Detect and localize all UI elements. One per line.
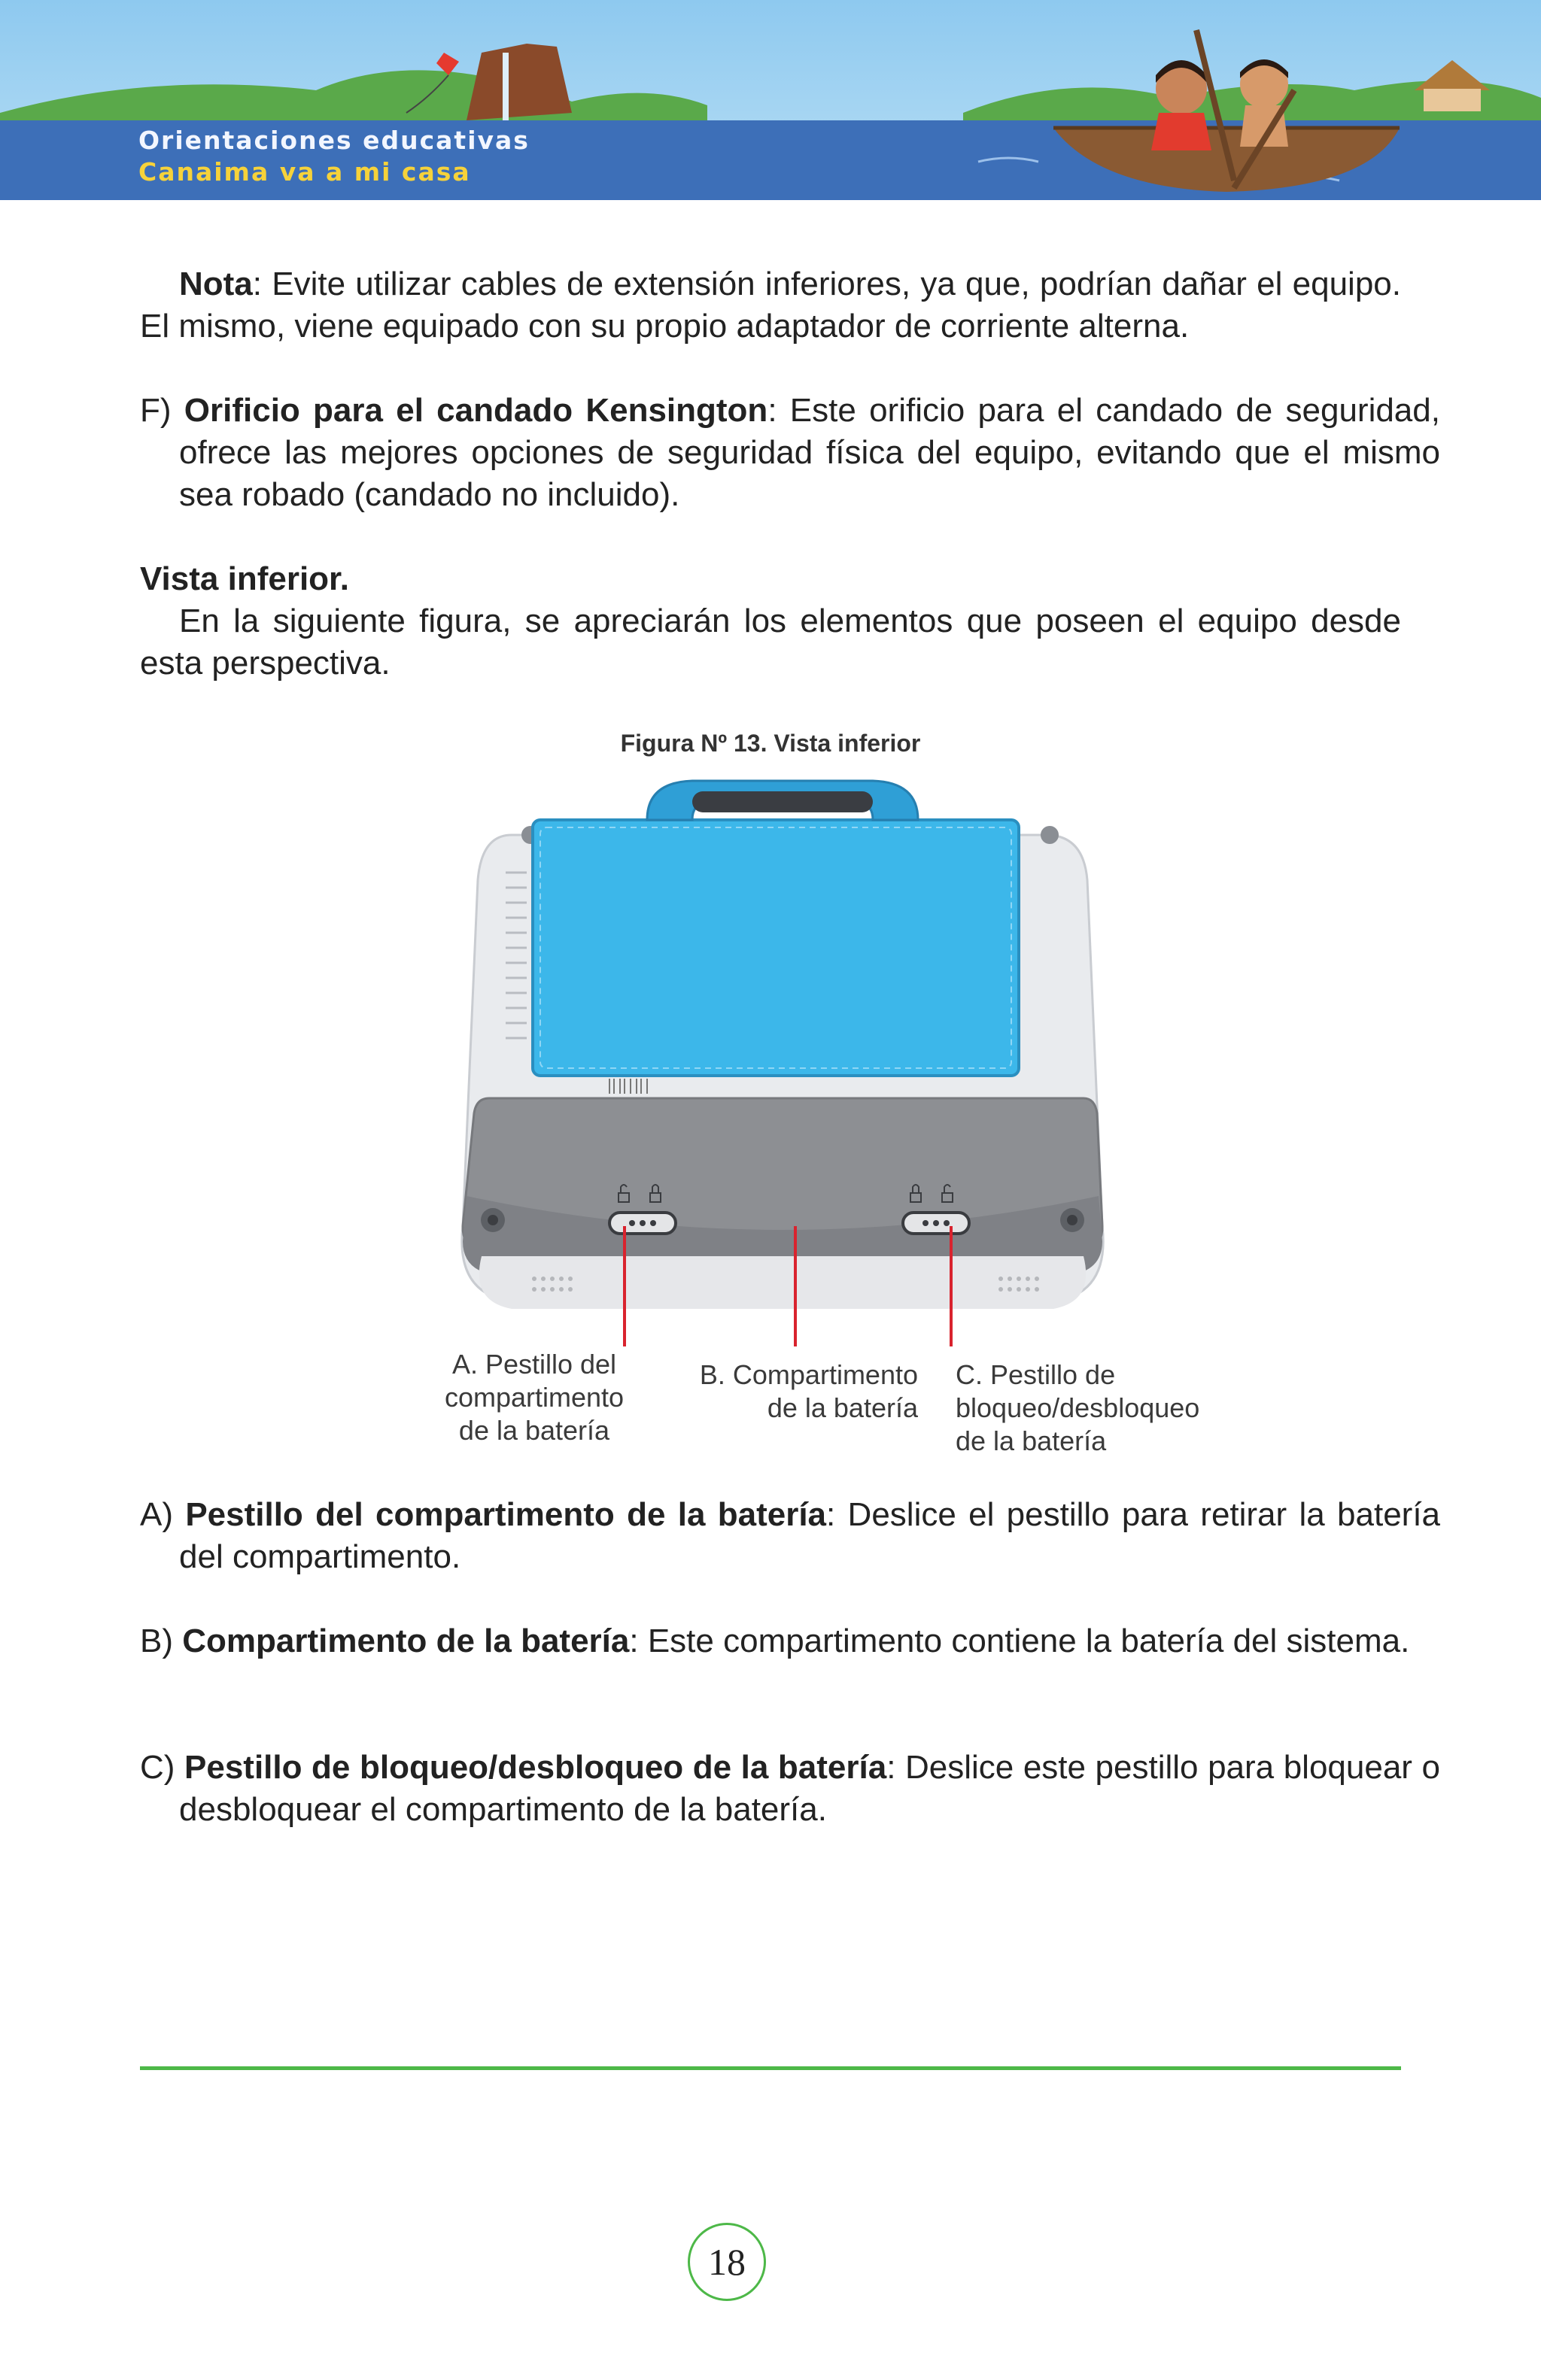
header-banner [0,0,1541,200]
note-text: : Evite utilizar cables de extensión inferiores, ya que, podrían dañar el equipo. El mismo, viene equipado con su propio adaptador de corriente alterna. [140,266,1401,345]
callout-a-line-1: A. Pestillo del [451,1349,617,1380]
item-c-prefix: C) [140,1749,184,1786]
callout-c-line-1: C. Pestillo de [956,1359,1116,1390]
laptop-bottom-view-figure [421,775,1200,1467]
callout-a-line-3: de la batería [458,1415,610,1446]
item-b-label: Compartimento de la batería [182,1623,630,1659]
item-f-prefix: F) [140,392,184,429]
item-f-label: Orificio para el candado Kensington [184,392,768,429]
header-subtitle: Canaima va a mi casa [138,157,471,187]
callout-a [429,1348,640,1447]
header-text [138,125,530,188]
page-number: 18 [688,2223,766,2301]
item-b-text: : Este compartimento contiene la batería del sistema. [629,1623,1410,1659]
footer-divider [140,2066,1401,2070]
section-heading: Vista inferior. [140,560,349,597]
item-a-prefix: A) [140,1496,186,1533]
item-c-paragraph [140,1747,1440,1831]
item-a-text: : Deslice el pestillo para retirar la batería del compartimento. [179,1496,1441,1575]
item-a-label: Pestillo del compartimento de la batería [185,1496,827,1533]
note-paragraph [140,263,1401,348]
callout-b [670,1358,918,1425]
section-intro: En la siguiente figura, se apreciarán los elementos que poseen el equipo desde esta perspectiva. [140,603,1401,682]
figure-caption: Figura Nº 13. Vista inferior [620,730,921,757]
item-f-paragraph [140,390,1440,516]
item-a-paragraph [140,1494,1440,1578]
item-b-prefix: B) [140,1623,183,1659]
item-c-text: : Deslice este pestillo para bloquear o desbloquear el compartimento de la batería. [179,1749,1440,1828]
item-c-label: Pestillo de bloqueo/desbloqueo de la batería [184,1749,887,1786]
callout-c-line-3: de la batería [956,1425,1107,1456]
header-title: Orientaciones educativas [138,126,530,155]
callout-a-line-2: compartimento [444,1382,625,1413]
item-b-paragraph [140,1620,1440,1662]
item-f-text: : Este orificio para el candado de seguridad, ofrece las mejores opciones de seguridad física del equipo, evitando que el mismo sea robado (candado no incluido). [179,392,1440,513]
callout-b-line-2: de la batería [767,1392,918,1423]
callout-c-line-2: bloqueo/desbloqueo [956,1392,1200,1423]
callout-b-line-1: B. Compartimento [699,1359,918,1390]
note-label: Nota [179,266,253,302]
callout-c [956,1358,1219,1458]
